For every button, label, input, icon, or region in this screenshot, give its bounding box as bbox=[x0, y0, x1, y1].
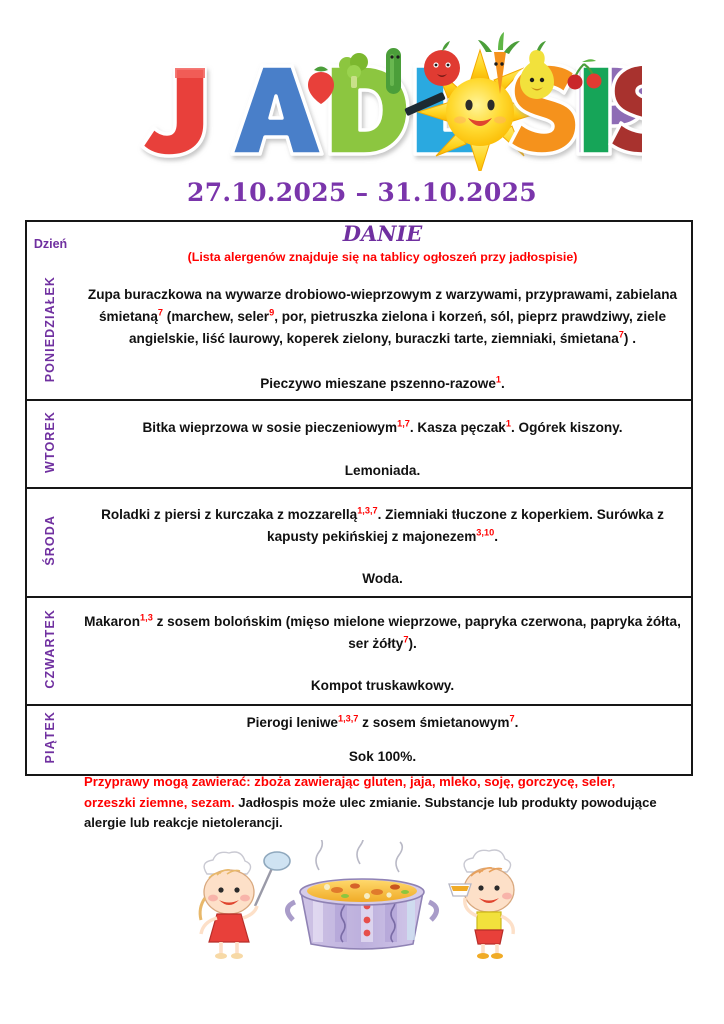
day-label-cell-3 bbox=[26, 488, 74, 597]
table-row bbox=[26, 369, 692, 400]
dish-side-cell: Lemoniada. bbox=[74, 455, 692, 488]
table-row bbox=[26, 265, 692, 369]
bowl-icon bbox=[449, 884, 471, 896]
girl-chef bbox=[200, 852, 290, 959]
allergen-superscript: 7 bbox=[509, 713, 515, 724]
pot-flower-motifs bbox=[364, 903, 371, 937]
table-row bbox=[26, 455, 692, 488]
day-label-cell-1 bbox=[26, 265, 74, 400]
allergen-superscript: 7 bbox=[618, 329, 624, 340]
dish-side-cell: Pieczywo mieszane pszenno-razowe$^1$. bbox=[74, 369, 692, 400]
allergen-superscript: 1,3 bbox=[140, 611, 153, 622]
logo-letter-A bbox=[232, 66, 322, 154]
header-dish-subtitle: (Lista alergenów znajduje się na tablicy ogłoszeń przy jadłospisie) bbox=[187, 250, 578, 265]
logo-letter-J bbox=[142, 68, 205, 156]
day-label-cell-5 bbox=[26, 705, 74, 775]
dish-main-cell: Pierogi leniwe$^{1,3,7}$ z sosem śmietanowym$^7$. bbox=[246, 713, 519, 730]
table-row bbox=[26, 562, 692, 597]
allergen-superscript: 1,7 bbox=[397, 418, 410, 429]
steam-icon bbox=[316, 840, 402, 872]
header-day-label: Dzień bbox=[33, 236, 68, 251]
table-row bbox=[26, 667, 692, 705]
boy-chef bbox=[449, 850, 514, 959]
dish-main-cell: Makaron$^{1,3}$ z sosem bolońskim (mięso mielone wieprzowe, papryka czerwona, papryka żółta, ser żółty$^7$). bbox=[84, 611, 681, 651]
day-label-cell-2 bbox=[26, 400, 74, 488]
yellow-shirt bbox=[477, 912, 501, 930]
day-label: CZWARTEK bbox=[43, 608, 58, 689]
sun-eye-right bbox=[487, 100, 494, 111]
day-label: WTOREK bbox=[43, 410, 58, 473]
dish-main-cell: Zupa buraczkowa na wywarze drobiowo-wieprzowym z warzywami, przyprawami, zabielana śmietaną$^7$ (marchew, seler$^9$, por, pietruszka zielona i korzeń, sól, pieprz prawdziwy, ziele angielskie, liść laurowy, koperek zielony, buraczki tarte, ziemniaki, śmietana$^7$) . bbox=[87, 286, 678, 347]
menu-table bbox=[25, 220, 693, 776]
allergen-superscript: 7 bbox=[157, 307, 164, 318]
bottom-illustration bbox=[0, 840, 724, 960]
menu-table-body bbox=[26, 221, 692, 775]
jadlospis-logo bbox=[0, 26, 724, 171]
header-day-cell bbox=[26, 221, 74, 265]
header-dish-title: DANIE bbox=[342, 221, 423, 246]
children-soup-pot-graphic bbox=[177, 840, 547, 960]
allergen-superscript: 1,3,7 bbox=[337, 713, 359, 724]
logo-pear-icon bbox=[520, 41, 554, 99]
red-shorts bbox=[475, 930, 503, 944]
table-row bbox=[26, 740, 692, 775]
dish-main-cell: Bitka wieprzowa w sosie pieczeniowym$^{1,7}$. Kasza pęczak$^1$. Ogórek kiszony. bbox=[142, 418, 623, 435]
allergen-superscript: 7 bbox=[403, 633, 409, 644]
table-row bbox=[26, 488, 692, 562]
logo-cucumber-icon bbox=[386, 48, 401, 94]
allergen-superscript: 9 bbox=[269, 307, 275, 318]
pot-handle-right bbox=[429, 902, 437, 920]
footnote-red-text: Przyprawy mogą zawierać: zboża zawierając gluten, jaja, mleko, soję, gorczycę, seler, orzeszki ziemne, sezam. bbox=[84, 774, 616, 810]
allergen-footnote bbox=[84, 772, 659, 834]
allergen-superscript: 1,3,7 bbox=[357, 504, 378, 515]
day-label: PONIEDZIAŁEK bbox=[43, 276, 58, 383]
day-label: ŚRODA bbox=[43, 514, 58, 566]
date-range: 27.10.2025 – 31.10.2025 bbox=[187, 178, 537, 207]
dish-main-cell: Roladki z piersi z kurczaka z mozzarellą$^{1,3,7}$. Ziemniaki tłuczone z koperkiem. Surówka z kapusty pekińskiej z majonezem$^{3,10}$. bbox=[101, 504, 664, 544]
pot-handle-left bbox=[287, 902, 295, 920]
ladle-icon bbox=[255, 852, 290, 906]
table-header-row bbox=[26, 221, 692, 265]
logo-apple-icon bbox=[424, 41, 460, 86]
table-row bbox=[26, 597, 692, 667]
dish-side-cell: Woda. bbox=[74, 562, 692, 597]
footnote-black-text: Jadłospis może ulec zmianie. Substancje lub produkty powodujące alergie lub reakcje nietolerancji. bbox=[84, 794, 657, 831]
day-label: PIĄTEK bbox=[43, 711, 58, 764]
allergen-superscript: 3,10 bbox=[476, 526, 495, 537]
dish-side-cell: Sok 100%. bbox=[348, 749, 417, 764]
logo-graphic bbox=[82, 26, 642, 171]
dish-side-cell: Kompot truskawkowy. bbox=[74, 667, 692, 705]
allergen-superscript: 1 bbox=[495, 374, 502, 385]
soup-pot bbox=[287, 879, 436, 949]
table-row bbox=[26, 400, 692, 455]
table-row bbox=[26, 705, 692, 740]
header-dish-cell bbox=[74, 221, 692, 265]
braid bbox=[200, 898, 205, 920]
sun-eye-left bbox=[465, 100, 472, 111]
allergen-superscript: 1 bbox=[505, 418, 511, 429]
day-label-cell-4 bbox=[26, 597, 74, 705]
